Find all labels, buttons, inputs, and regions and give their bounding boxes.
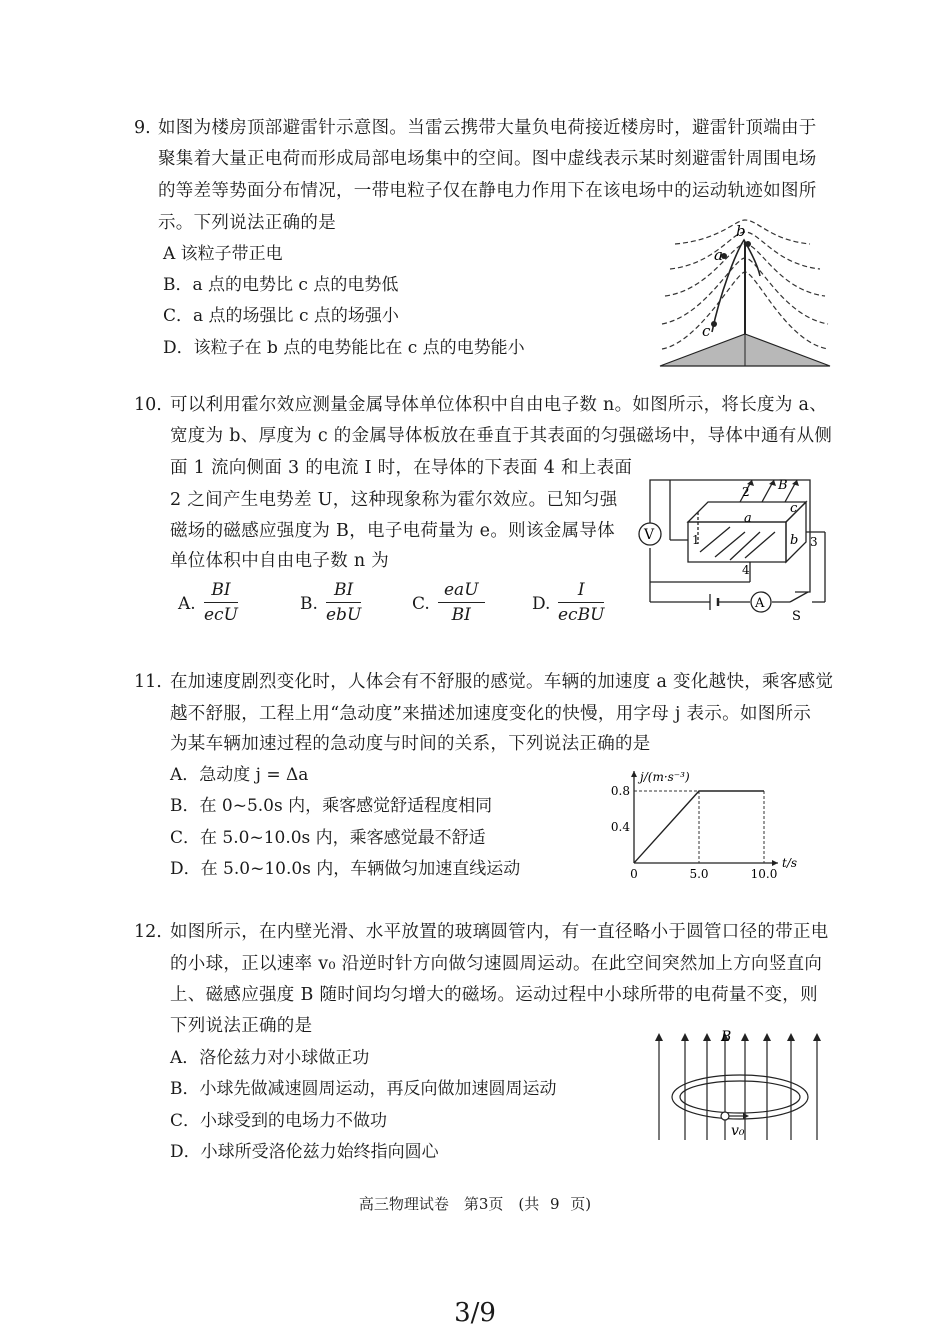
y-axis-label: j/(m·s⁻³) [640,770,690,784]
question-text-line: 上、磁感应强度 B 随时间均匀增大的磁场。运动过程中小球所带的电荷量不变，则 [170,985,818,1005]
option-a: A．急动度 j = Δa [170,765,309,785]
page-number: 3/9 [454,1298,496,1328]
option-b-label: B. [300,594,318,614]
dim-b-label: b [790,533,799,548]
option-d: D．该粒子在 b 点的电势能比在 c 点的电势能小 [163,338,525,358]
option-a: A 该粒子带正电 [163,244,283,264]
question-number: 10. [134,395,162,415]
question-text-line: 在加速度剧烈变化时，人体会有不舒服的感觉。车辆的加速度 a 变化越快，乘客感觉 [170,672,834,692]
dim-a-label: a [744,511,752,526]
option-c-label: C. [412,594,430,614]
question-text-line: 磁场的磁感应强度为 B，电子电荷量为 e。则该金属导体 [170,521,615,541]
option-c: C．a 点的场强比 c 点的场强小 [163,306,399,326]
velocity-label: v₀ [731,1123,745,1139]
ring-tube-figure [645,1025,835,1145]
option-a-label: A. [178,594,196,614]
question-text-line: 聚集着大量正电荷而形成局部电场集中的空间。图中虚线表示某时刻避雷针周围电场 [158,149,817,169]
question-text-line: 2 之间产生电势差 U，这种现象称为霍尔效应。已知匀强 [170,490,618,510]
question-text-line: 下列说法正确的是 [170,1016,313,1036]
question-text-line: 单位体积中自由电子数 n 为 [170,551,390,571]
hall-effect-figure [630,472,830,622]
x-tick-label: 5.0 [689,867,709,881]
question-text-line: 越不舒服，工程上用“急动度”来描述加速度变化的快慢，用字母 j 表示。如图所示 [170,704,812,724]
x-tick-label: 10.0 [750,867,778,881]
option-b: B．小球先做减速圆周运动，再反向做加速圆周运动 [170,1079,557,1099]
switch-label: S [792,609,801,622]
option-b-fraction: BI ebU [326,580,362,625]
ammeter-label: A [755,596,765,611]
option-b: B．a 点的电势比 c 点的电势低 [163,275,399,295]
question-text-line: 如图所示，在内壁光滑、水平放置的玻璃圆管内，有一直径略小于圆管口径的带正电 [170,922,829,942]
question-number: 11. [134,672,162,692]
question-text-line: 示。下列说法正确的是 [158,213,336,233]
field-label-b: B [778,478,788,493]
question-text-line: 为某车辆加速过程的急动度与时间的关系，下列说法正确的是 [170,734,651,754]
option-c-fraction: eaU BI [438,580,485,625]
question-number: 9. [134,118,151,138]
option-d-label: D. [532,594,551,614]
label-a: a [714,246,723,264]
question-text-line: 面 1 流向侧面 3 的电流 I 时，在导体的下表面 4 和上表面 [170,458,633,478]
option-b: B．在 0~5.0s 内，乘客感觉舒适程度相同 [170,796,493,816]
option-d: D．在 5.0~10.0s 内，车辆做匀加速直线运动 [170,859,521,879]
option-c: C．小球受到的电场力不做功 [170,1111,388,1131]
face-2-label: 2 [742,485,750,499]
face-4-label: 4 [742,563,750,577]
label-b: b [736,222,746,240]
question-number: 12. [134,922,162,942]
option-d-fraction: I ecBU [558,580,605,625]
option-a: A．洛伦兹力对小球做正功 [170,1048,370,1068]
question-text-line: 的小球，正以速率 v₀ 沿逆时针方向做匀速圆周运动。在此空间突然加上方向竖直向 [170,954,823,974]
option-c: C．在 5.0~10.0s 内，乘客感觉最不舒适 [170,828,486,848]
field-label-b: B [721,1029,732,1045]
x-axis-label: t/s [782,856,798,870]
face-1-label: 1 [692,533,700,547]
x-tick-label: 0 [630,867,638,881]
jerk-time-chart [600,765,800,885]
voltmeter-label: V [644,527,655,543]
page-footer: 高三物理试卷 第3页 (共 9 页) [358,1195,592,1213]
option-a-fraction: BI ecU [204,580,238,625]
question-text-line: 如图为楼房顶部避雷针示意图。当雷云携带大量负电荷接近楼房时，避雷针顶端由于 [158,118,817,138]
face-3-label: 3 [810,535,818,549]
lightning-rod-figure [640,214,840,374]
question-text-line: 宽度为 b、厚度为 c 的金属导体板放在垂直于其表面的匀强磁场中，导体中通有从侧 [170,426,833,446]
option-d: D．小球所受洛伦兹力始终指向圆心 [170,1142,439,1162]
question-text-line: 可以利用霍尔效应测量金属导体单位体积中自由电子数 n。如图所示，将长度为 a、 [170,395,828,415]
question-text-line: 的等差等势面分布情况，一带电粒子仅在静电力作用下在该电场中的运动轨迹如图所 [158,181,817,201]
dim-c-label: c [790,501,798,516]
label-c: c [702,322,711,340]
y-tick-label: 0.4 [610,820,630,834]
y-tick-label: 0.8 [610,784,630,798]
